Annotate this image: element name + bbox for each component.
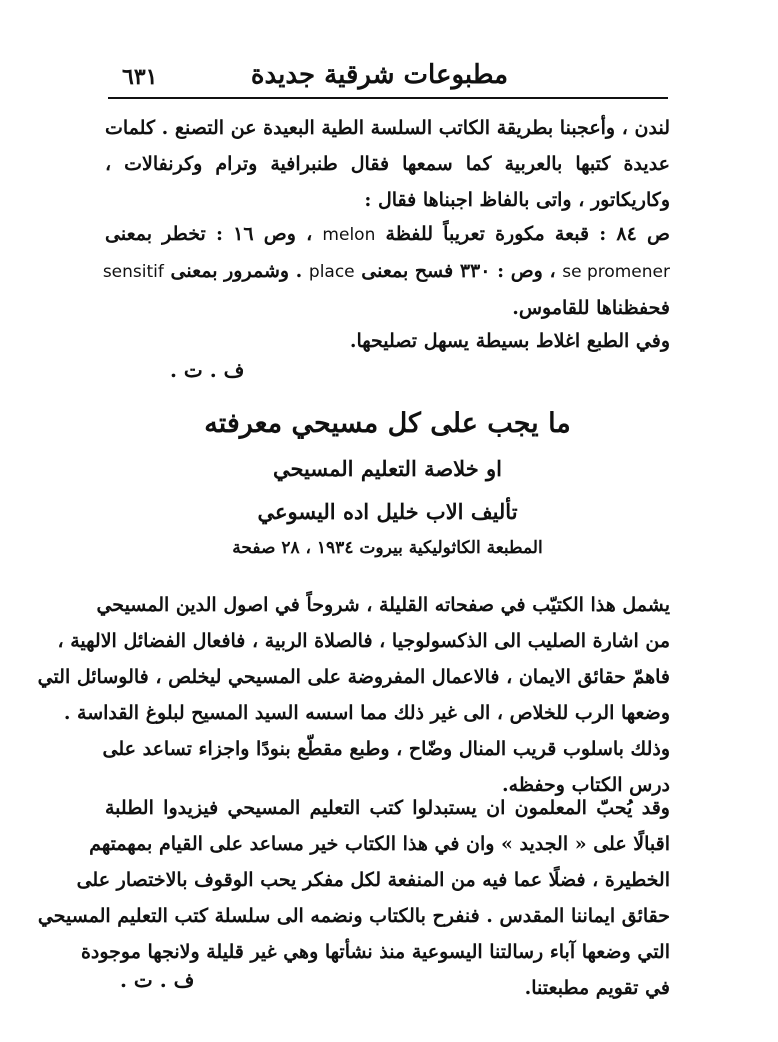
paragraph-line: من اشارة الصليب الى الذكسولوجيا ، فالصلاة الربية ، فافعال الفضائل الالهية ، bbox=[57, 630, 670, 652]
notes-line-3: فحفظناها للقاموس. bbox=[512, 297, 670, 319]
latin-word: sensitif bbox=[102, 262, 164, 282]
page-header bbox=[108, 58, 668, 94]
paragraph-line: لندن ، وأعجبنا بطريقة الكاتب السلسة الطية البعيدة عن التصنع . كلمات bbox=[105, 117, 670, 139]
book-author: تأليف الاب خليل اده اليسوعي bbox=[257, 499, 518, 524]
vocabulary-notes bbox=[102, 216, 670, 326]
paragraph-line: فاهمّ حقائق الايمان ، فالاعمال المفروضة على المسيحي ليخلص ، فالوسائل التي bbox=[37, 666, 670, 688]
misprint-note bbox=[105, 323, 670, 359]
notes-text: . وشمرور بمعنى bbox=[170, 260, 303, 282]
paragraph-line: الخطيرة ، فضلًا عما فيه من المنفعة لكل مفكر يحب الوقوف بالاختصار على bbox=[76, 869, 670, 891]
paragraph-line: في تقويم مطبعتنا. bbox=[524, 977, 670, 999]
paragraph-line: عديدة كتبها بالعربية كما سمعها فقال طنبرافية وترام وكرنفالات ، bbox=[105, 153, 670, 175]
paragraph-line: وذلك باسلوب قريب المنال وضّاح ، وطبع مقطّع بنودًا واجزاء تساعد على bbox=[102, 738, 670, 760]
notes-text: ، وص ١٦ : تخطر بمعنى bbox=[105, 223, 313, 245]
notes-line-1 bbox=[105, 216, 670, 253]
notes-line-2 bbox=[102, 253, 670, 290]
paragraph-line: وضعها الرب للخلاص ، الى غير ذلك مما اسسه السيد المسيح لبلوغ القداسة . bbox=[63, 702, 670, 724]
paragraph-line: التي وضعها آباء رسالتنا اليسوعية منذ نشأتها وهي غير قليلة ولانجها موجودة bbox=[80, 941, 670, 963]
latin-word: se promener bbox=[562, 262, 670, 282]
review-paragraph-1 bbox=[37, 587, 670, 803]
running-title: مطبوعات شرقية جديدة bbox=[250, 60, 508, 90]
book-title: ما يجب على كل مسيحي معرفته bbox=[204, 408, 571, 439]
latin-word: place bbox=[308, 262, 355, 282]
paragraph-line: اقبالًا على « الجديد » وان في هذا الكتاب خير مساعد على القيام بمهمتهم bbox=[89, 833, 670, 855]
book-subtitle: او خلاصة التعليم المسيحي bbox=[273, 456, 502, 481]
page-number: ٦٣١ bbox=[122, 64, 158, 90]
latin-word: melon bbox=[322, 225, 376, 245]
paragraph-line: درس الكتاب وحفظه. bbox=[502, 774, 670, 796]
reviewer-signature: ف . ت . bbox=[170, 358, 245, 382]
paragraph-line: وكاريكاتور ، واتى بالفاظ اجبناها فقال : bbox=[364, 189, 670, 211]
paragraph-line: حقائق ايماننا المقدس . فنفرح بالكتاب ونضمه الى سلسلة كتب التعليم المسيحي bbox=[37, 905, 670, 927]
reviewer-signature: ف . ت . bbox=[120, 968, 195, 992]
book-publication: المطبعة الكاثوليكية بيروت ١٩٣٤ ، ٢٨ صفحة bbox=[232, 538, 543, 558]
header-rule bbox=[108, 97, 668, 99]
notes-text: ص ٨٤ : قبعة مكورة تعريباً للفظة bbox=[385, 223, 670, 245]
paragraph-line: يشمل هذا الكتيّب في صفحاته القليلة ، شروحاً في اصول الدين المسيحي bbox=[96, 594, 670, 616]
previous-review-ending bbox=[105, 110, 670, 218]
paragraph-line: وقد يُحبّ المعلمون ان يستبدلوا كتب التعليم المسيحي فيزيدوا الطلبة bbox=[105, 797, 670, 819]
misprint-text: وفي الطبع اغلاط بسيطة يسهل تصليحها. bbox=[349, 330, 670, 352]
notes-text: ، وص : ٣٣٠ فسح بمعنى bbox=[361, 260, 556, 282]
